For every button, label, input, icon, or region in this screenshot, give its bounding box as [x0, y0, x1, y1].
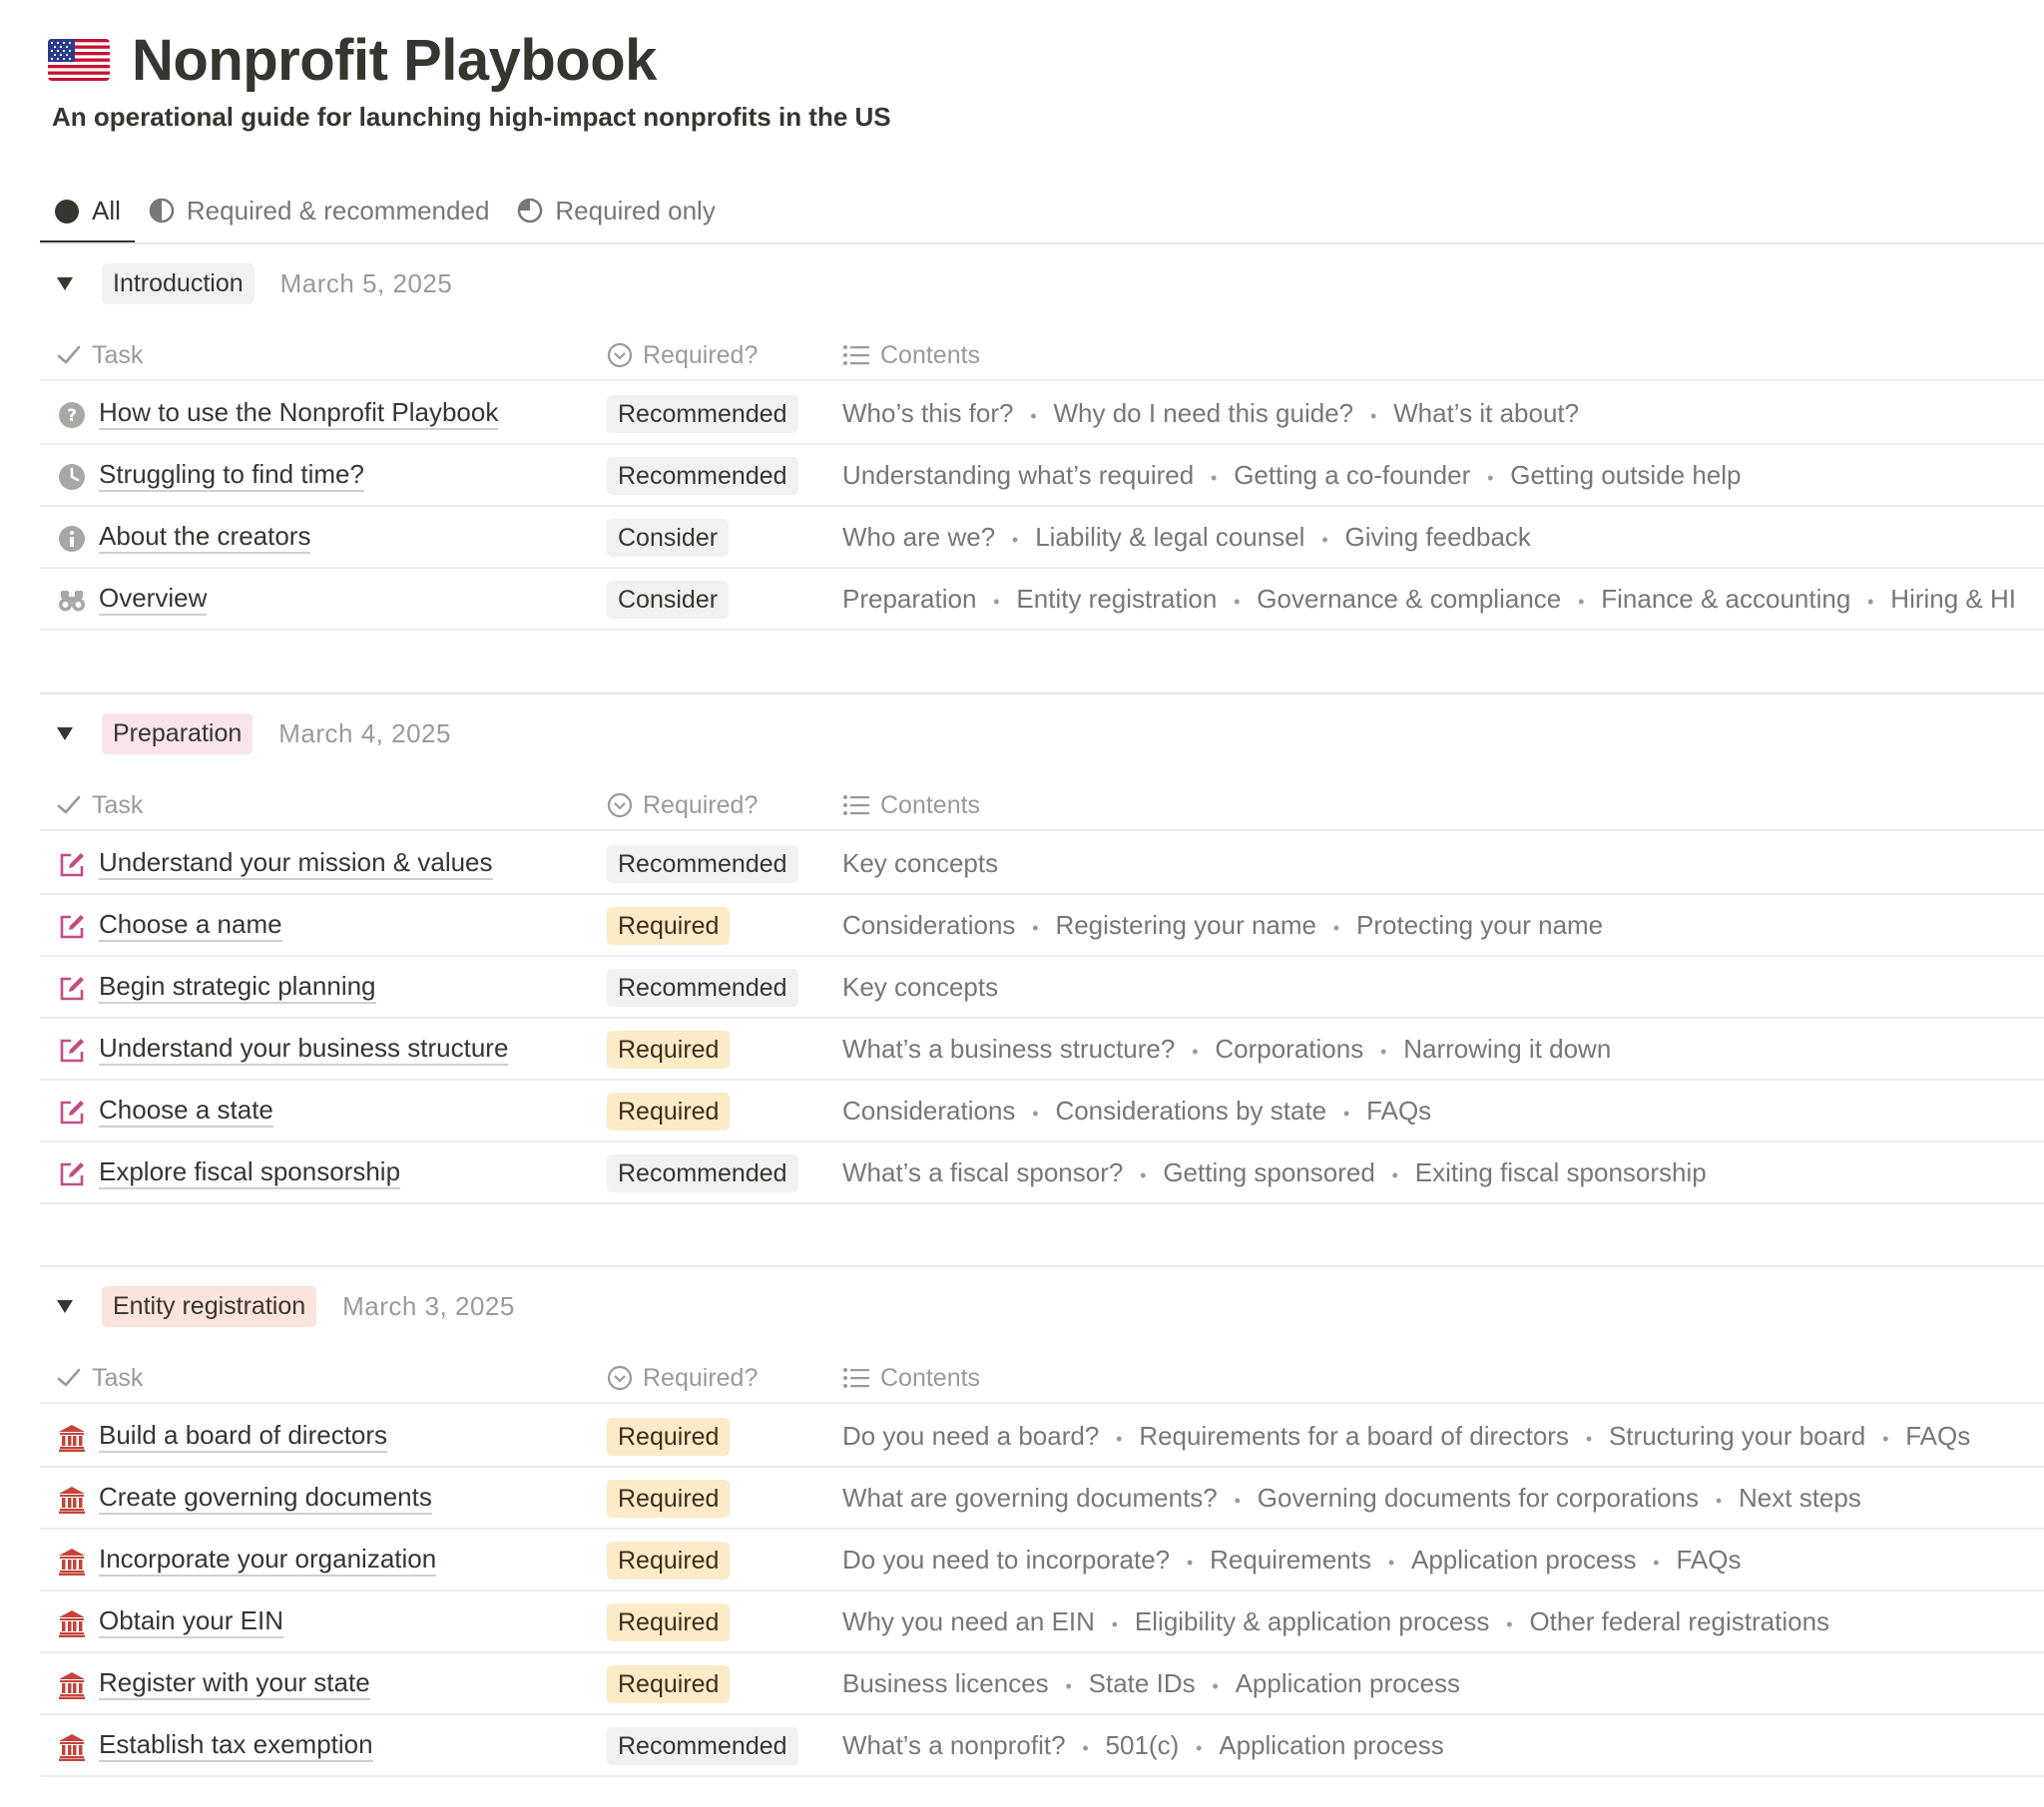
contents-column-header[interactable]	[842, 329, 980, 381]
tab-required-only[interactable]	[503, 182, 729, 239]
table-row[interactable]	[40, 1591, 2044, 1653]
column-label: Task	[92, 790, 144, 819]
contents-list: Understanding what’s required • Getting a co-founder • Getting outside help	[842, 460, 1742, 490]
group-date: March 5, 2025	[279, 267, 453, 298]
status-badge: Required	[607, 1418, 730, 1456]
column-label: Required?	[643, 340, 759, 369]
task-title-link[interactable]: Build a board of directors	[99, 1420, 387, 1453]
tab-required-and-recommended[interactable]	[135, 182, 504, 239]
column-label: Contents	[880, 340, 981, 369]
binoculars-icon	[58, 587, 86, 615]
task-list	[40, 1406, 2044, 1777]
contents-list: Business licences • State IDs • Application process	[842, 1668, 1461, 1698]
list-icon	[842, 342, 870, 368]
column-label: Required?	[643, 1363, 759, 1392]
task-title-link[interactable]: Incorporate your organization	[99, 1544, 436, 1577]
tab-label: Required only	[555, 195, 716, 226]
select-chevron-icon	[607, 1365, 633, 1391]
task-column-header[interactable]	[56, 779, 143, 831]
task-column-header[interactable]	[56, 1352, 143, 1404]
contents-list: Considerations • Registering your name • Protecting your name	[842, 910, 1604, 940]
group-divider	[40, 1265, 2044, 1267]
question-circle-icon	[58, 401, 86, 429]
status-badge: Required	[607, 1031, 730, 1069]
group-label[interactable]: Preparation	[102, 713, 253, 754]
list-icon	[842, 792, 870, 818]
group-divider	[40, 692, 2044, 694]
column-label: Contents	[880, 1363, 981, 1392]
table-row[interactable]	[40, 957, 2044, 1019]
check-icon	[56, 1365, 82, 1391]
tab-all[interactable]	[40, 182, 135, 243]
edit-icon	[58, 1037, 86, 1065]
view-tabs	[40, 182, 730, 243]
table-row[interactable]	[40, 569, 2044, 631]
table-row[interactable]	[40, 1530, 2044, 1591]
table-row[interactable]	[40, 1468, 2044, 1530]
select-chevron-icon	[607, 792, 633, 818]
column-label: Task	[92, 1363, 144, 1392]
status-badge: Required	[607, 1093, 730, 1130]
task-title-link[interactable]: Understand your business structure	[99, 1033, 508, 1066]
table-row[interactable]	[40, 507, 2044, 569]
info-circle-icon	[58, 525, 86, 553]
status-badge: Consider	[607, 519, 729, 557]
svg-text:?: ?	[67, 406, 77, 426]
status-badge: Required	[607, 1603, 730, 1641]
group-label[interactable]: Entity registration	[102, 1286, 316, 1327]
status-badge: Recommended	[607, 1154, 798, 1192]
bank-icon	[58, 1486, 86, 1514]
list-icon	[842, 1365, 870, 1391]
task-title-link[interactable]: Explore fiscal sponsorship	[99, 1156, 400, 1189]
required-column-header[interactable]	[607, 779, 758, 831]
task-title-link[interactable]: Overview	[99, 583, 207, 616]
task-list	[40, 383, 2044, 631]
task-title-link[interactable]: Struggling to find time?	[99, 459, 364, 492]
status-badge: Recommended	[607, 457, 798, 495]
group-date: March 3, 2025	[342, 1290, 515, 1321]
task-title-link[interactable]: Choose a state	[99, 1095, 273, 1128]
group-preparation	[40, 707, 2044, 1216]
bank-icon	[58, 1609, 86, 1637]
group-date: March 4, 2025	[278, 717, 451, 748]
bank-icon	[58, 1671, 86, 1699]
bank-icon	[58, 1424, 86, 1452]
clock-icon	[58, 463, 86, 491]
contents-list: Why you need an EIN • Eligibility & application process • Other federal registrations	[842, 1606, 1830, 1636]
status-badge: Consider	[607, 581, 729, 619]
task-title-link[interactable]: Choose a name	[99, 909, 282, 942]
toggle-triangle-icon[interactable]	[54, 1295, 76, 1317]
bank-icon	[58, 1548, 86, 1576]
group-header	[40, 707, 2044, 759]
status-badge: Required	[607, 1480, 730, 1518]
us-flag-icon	[48, 39, 110, 81]
toggle-triangle-icon[interactable]	[54, 272, 76, 294]
group-entity-registration	[40, 1280, 2044, 1789]
contents-list: Who are we? • Liability & legal counsel • Giving feedback	[842, 522, 1531, 552]
task-title-link[interactable]: How to use the Nonprofit Playbook	[99, 397, 498, 430]
table-row[interactable]	[40, 895, 2044, 957]
bank-icon	[58, 1733, 86, 1761]
group-label[interactable]: Introduction	[102, 263, 255, 304]
status-badge: Required	[607, 907, 730, 945]
edit-icon	[58, 1160, 86, 1188]
tabs-divider	[40, 242, 2044, 244]
table-row[interactable]	[40, 1142, 2044, 1204]
required-column-header[interactable]	[607, 329, 758, 381]
task-title-link[interactable]: Create governing documents	[99, 1482, 432, 1515]
task-title-link[interactable]: Understand your mission & values	[99, 847, 493, 880]
contents-list: What’s a nonprofit? • 501(c) • Application process	[842, 1730, 1444, 1760]
edit-icon	[58, 913, 86, 941]
task-title-link[interactable]: Register with your state	[99, 1667, 370, 1700]
contents-list: What are governing documents? • Governing documents for corporations • Next steps	[842, 1483, 1861, 1513]
column-header-row	[40, 1352, 2044, 1404]
table-row[interactable]	[40, 1653, 2044, 1715]
page-subtitle: An operational guide for launching high-impact nonprofits in the US	[52, 102, 891, 132]
toggle-triangle-icon[interactable]	[54, 722, 76, 744]
edit-icon	[58, 851, 86, 879]
column-label: Required?	[643, 790, 759, 819]
page-header	[48, 26, 657, 94]
table-row[interactable]	[40, 833, 2044, 895]
select-chevron-icon	[607, 342, 633, 368]
contents-column-header[interactable]	[842, 779, 980, 831]
check-icon	[56, 342, 82, 368]
group-introduction	[40, 257, 2044, 637]
edit-icon	[58, 1099, 86, 1127]
column-header-row	[40, 329, 2044, 381]
table-row[interactable]	[40, 1715, 2044, 1777]
table-row[interactable]	[40, 383, 2044, 445]
task-title-link[interactable]: Begin strategic planning	[99, 971, 376, 1004]
task-list	[40, 833, 2044, 1204]
column-label: Task	[92, 340, 144, 369]
quarter-circle-icon	[517, 198, 543, 224]
status-badge: Recommended	[607, 845, 798, 883]
contents-list: Preparation • Entity registration • Governance & compliance • Finance & accounting • Hiring & HI	[842, 584, 2016, 614]
task-title-link[interactable]: Obtain your EIN	[99, 1605, 283, 1638]
status-badge: Required	[607, 1542, 730, 1580]
page-title: Nonprofit Playbook	[132, 27, 657, 93]
column-header-row	[40, 779, 2044, 831]
table-row[interactable]	[40, 1019, 2044, 1081]
contents-column-header[interactable]	[842, 1352, 980, 1404]
task-column-header[interactable]	[56, 329, 143, 381]
group-header	[40, 257, 2044, 309]
status-badge: Recommended	[607, 395, 798, 433]
task-title-link[interactable]: Establish tax exemption	[99, 1729, 373, 1762]
contents-list: Considerations • Considerations by state • FAQs	[842, 1096, 1432, 1126]
group-header	[40, 1280, 2044, 1332]
half-circle-icon	[149, 198, 175, 224]
filled-circle-icon	[54, 199, 80, 225]
table-row[interactable]	[40, 1081, 2044, 1142]
status-badge: Recommended	[607, 969, 798, 1007]
contents-list: Who’s this for? • Why do I need this guide? • What’s it about?	[842, 398, 1580, 428]
column-label: Contents	[880, 790, 981, 819]
edit-icon	[58, 975, 86, 1003]
status-badge: Recommended	[607, 1727, 798, 1765]
table-row[interactable]	[40, 1406, 2044, 1468]
table-row[interactable]	[40, 445, 2044, 507]
tab-label: Required & recommended	[186, 195, 490, 226]
contents-list: Do you need to incorporate? • Requirements • Application process • FAQs	[842, 1545, 1742, 1575]
task-title-link[interactable]: About the creators	[99, 521, 310, 554]
check-icon	[56, 792, 82, 818]
contents-list: What’s a fiscal sponsor? • Getting sponsored • Exiting fiscal sponsorship	[842, 1157, 1707, 1187]
contents-list: Key concepts	[842, 972, 999, 1002]
contents-list: Do you need a board? • Requirements for a board of directors • Structuring your board • FAQs	[842, 1421, 1971, 1451]
contents-list: What’s a business structure? • Corporations • Narrowing it down	[842, 1034, 1612, 1064]
status-badge: Required	[607, 1665, 730, 1703]
required-column-header[interactable]	[607, 1352, 758, 1404]
contents-list: Key concepts	[842, 848, 999, 878]
tab-label: All	[92, 196, 121, 226]
